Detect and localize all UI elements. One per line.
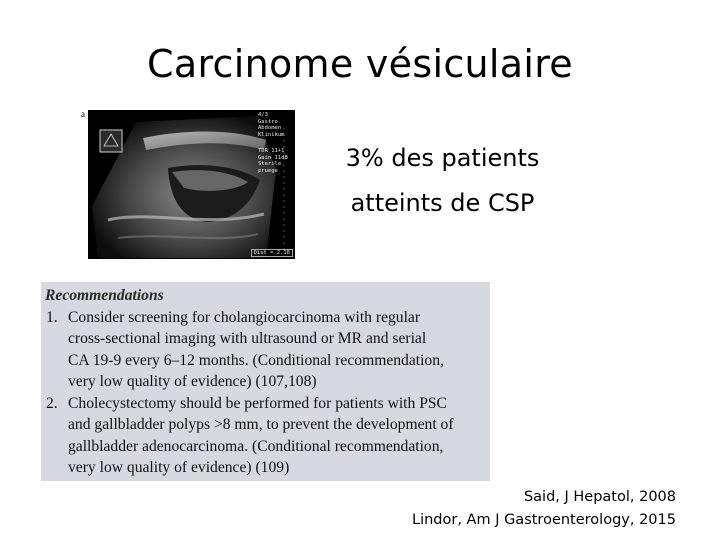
overlay-text: Gain 11dB [258, 154, 288, 161]
overlay-distance: Dist = 2.18 [251, 249, 293, 257]
item-number: 2. [46, 394, 58, 412]
item-line: Cholecystectomy should be performed for patients with PSC [68, 394, 447, 412]
recommendation-item [45, 307, 490, 393]
overlay-text: Abdomen [258, 125, 282, 131]
ultrasound-image [88, 110, 295, 259]
item-number: 1. [46, 308, 58, 326]
item-line: gallbladder adenocarcinoma. (Conditional recommendation, [68, 437, 444, 455]
overlay-text: TDR 11+1 [258, 148, 285, 154]
item-line: very low quality of evidence) (109) [68, 459, 290, 476]
stat-line: atteints de CSP [350, 189, 535, 217]
reference-lindor: Lindor, Am J Gastroenterology, 2015 [411, 512, 676, 528]
recommendations-box [41, 282, 490, 481]
overlay-text: Gastro [258, 118, 278, 125]
panel-letter: a [81, 109, 85, 119]
slide-title: Carcinome vésiculaire [147, 42, 573, 86]
recommendations-heading: Recommendations [45, 287, 164, 304]
item-line: CA 19-9 every 6–12 months. (Conditional recommendation, [68, 351, 444, 369]
recommendation-item [45, 393, 490, 479]
item-line: very low quality of evidence) (107,108) [68, 373, 317, 390]
overlay-text: Sterile pruege [258, 161, 282, 174]
reference-said: Said, J Hepatol, 2008 [523, 489, 676, 505]
stat-line: 3% des patients [345, 144, 540, 172]
references [412, 486, 676, 532]
statistic-text [330, 136, 555, 226]
item-line: Consider screening for cholangiocarcinoma with regular [68, 308, 421, 326]
item-line: cross-sectional imaging with ultrasound or MR and serial [68, 330, 427, 347]
overlay-text: 4/3 [258, 112, 268, 118]
overlay-text: Klinikum [258, 131, 285, 138]
item-line: and gallbladder polyps >8 mm, to prevent the development of [68, 416, 454, 433]
